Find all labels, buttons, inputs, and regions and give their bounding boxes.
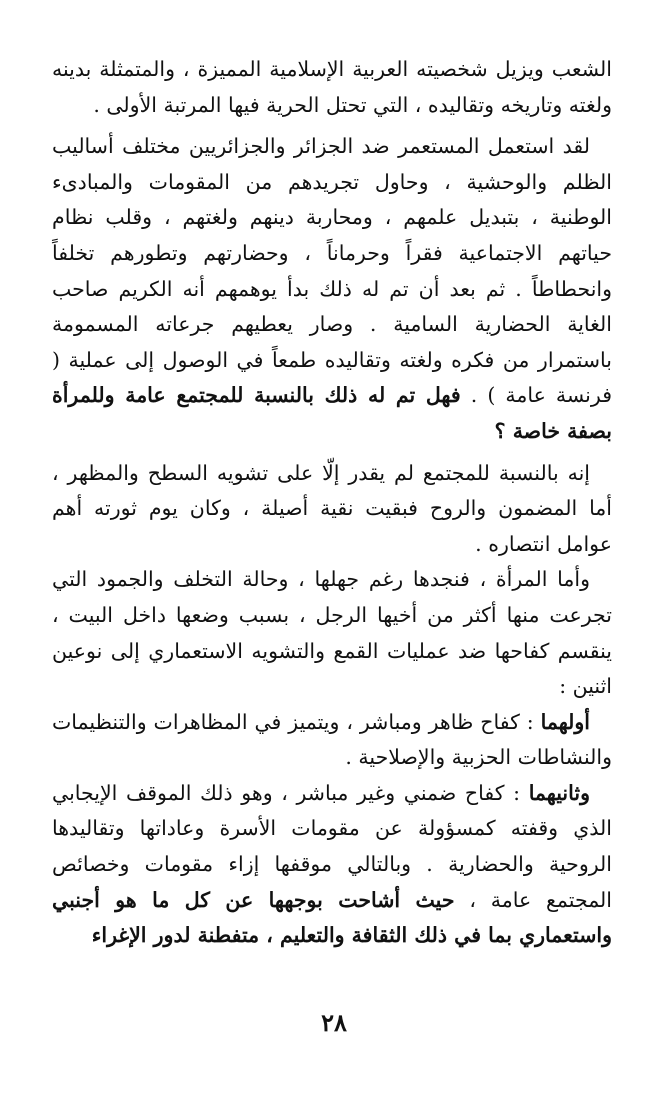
paragraph-6-bold-text: حيث أشاحت بوجهها عن كل ما هو أجنبي واستعماري بما في ذلك الثقافة والتعليم ، متفطنة لدور الإغراء (52, 887, 612, 948)
paragraph-3-text: إنه بالنسبة للمجتمع لم يقدر إلّا على تشويه السطح والمظهر ، أما المضمون والروح فبقيت نقية أصيلة ، وكان يوم ثورته أهم عوامل انتصاره . (52, 460, 612, 556)
paragraph-4 (52, 562, 612, 704)
paragraph-5-label: أولهما (540, 709, 590, 734)
paragraph-5 (52, 705, 612, 776)
paragraph-4-text: وأما المرأة ، فنجدها رغم جهلها ، وحالة التخلف والجمود التي تجرعت منها أكثر من أخيها الرجل ، بسبب وضعها داخل البيت ، ينقسم كفاحها ضد عمليات القمع والتشويه الاستعماري إلى نوعين اثنين : (52, 567, 612, 699)
paragraph-2 (52, 129, 612, 449)
paragraph-3 (52, 456, 612, 563)
paragraph-2-question: فهل تم له ذلك بالنسبة للمجتمع عامة وللمرأة بصفة خاصة ؟ (52, 383, 612, 443)
paragraph-5-text: : كفاح ظاهر ومباشر ، ويتميز في المظاهرات والتنظيمات والنشاطات الحزبية والإصلاحية . (52, 709, 612, 770)
page-number: ٢٨ (321, 1008, 347, 1037)
paragraph-6 (52, 776, 612, 954)
paragraph-1-text: الشعب ويزيل شخصيته العربية الإسلامية المميزة ، والمتمثلة بدينه ولغته وتاريخه وتقاليده ، التي تحتل الحرية فيها المرتبة الأولى . (52, 57, 612, 117)
paragraph-2-text: لقد استعمل المستعمر ضد الجزائر والجزائريين مختلف أساليب الظلم والوحشية ، وحاول تجريدهم من المقومات والمبادىء الوطنية ، بتبديل علمهم ، ومحاربة دينهم ولغتهم ، وقلب نظام حياتهم الاجتماعية فقراً وحرماناً ، وحضارتهم وتطورهم تخلفاً وانحطاطاً . ثم بعد أن تم له ذلك بدأ يوهمهم أنه الكريم صاحب الغاية الحضارية السامية . وصار يعطيهم جرعاته المسمومة باستمرار من فكره ولغته وتقاليده طمعاً في الوصول إلى عملية ( فرنسة عامة ) . (52, 134, 612, 408)
paragraph-6-label: وثانيهما (528, 780, 590, 805)
paragraph-1 (52, 52, 612, 123)
paragraph-6-text: : كفاح ضمني وغير مباشر ، وهو ذلك الموقف الإيجابي الذي وقفته كمسؤولة عن مقومات الأسرة وعاداتها وتقاليدها الروحية والحضارية . وبالتالي موقفها إزاء مقومات وخصائص المجتمع عامة ، (52, 780, 612, 912)
